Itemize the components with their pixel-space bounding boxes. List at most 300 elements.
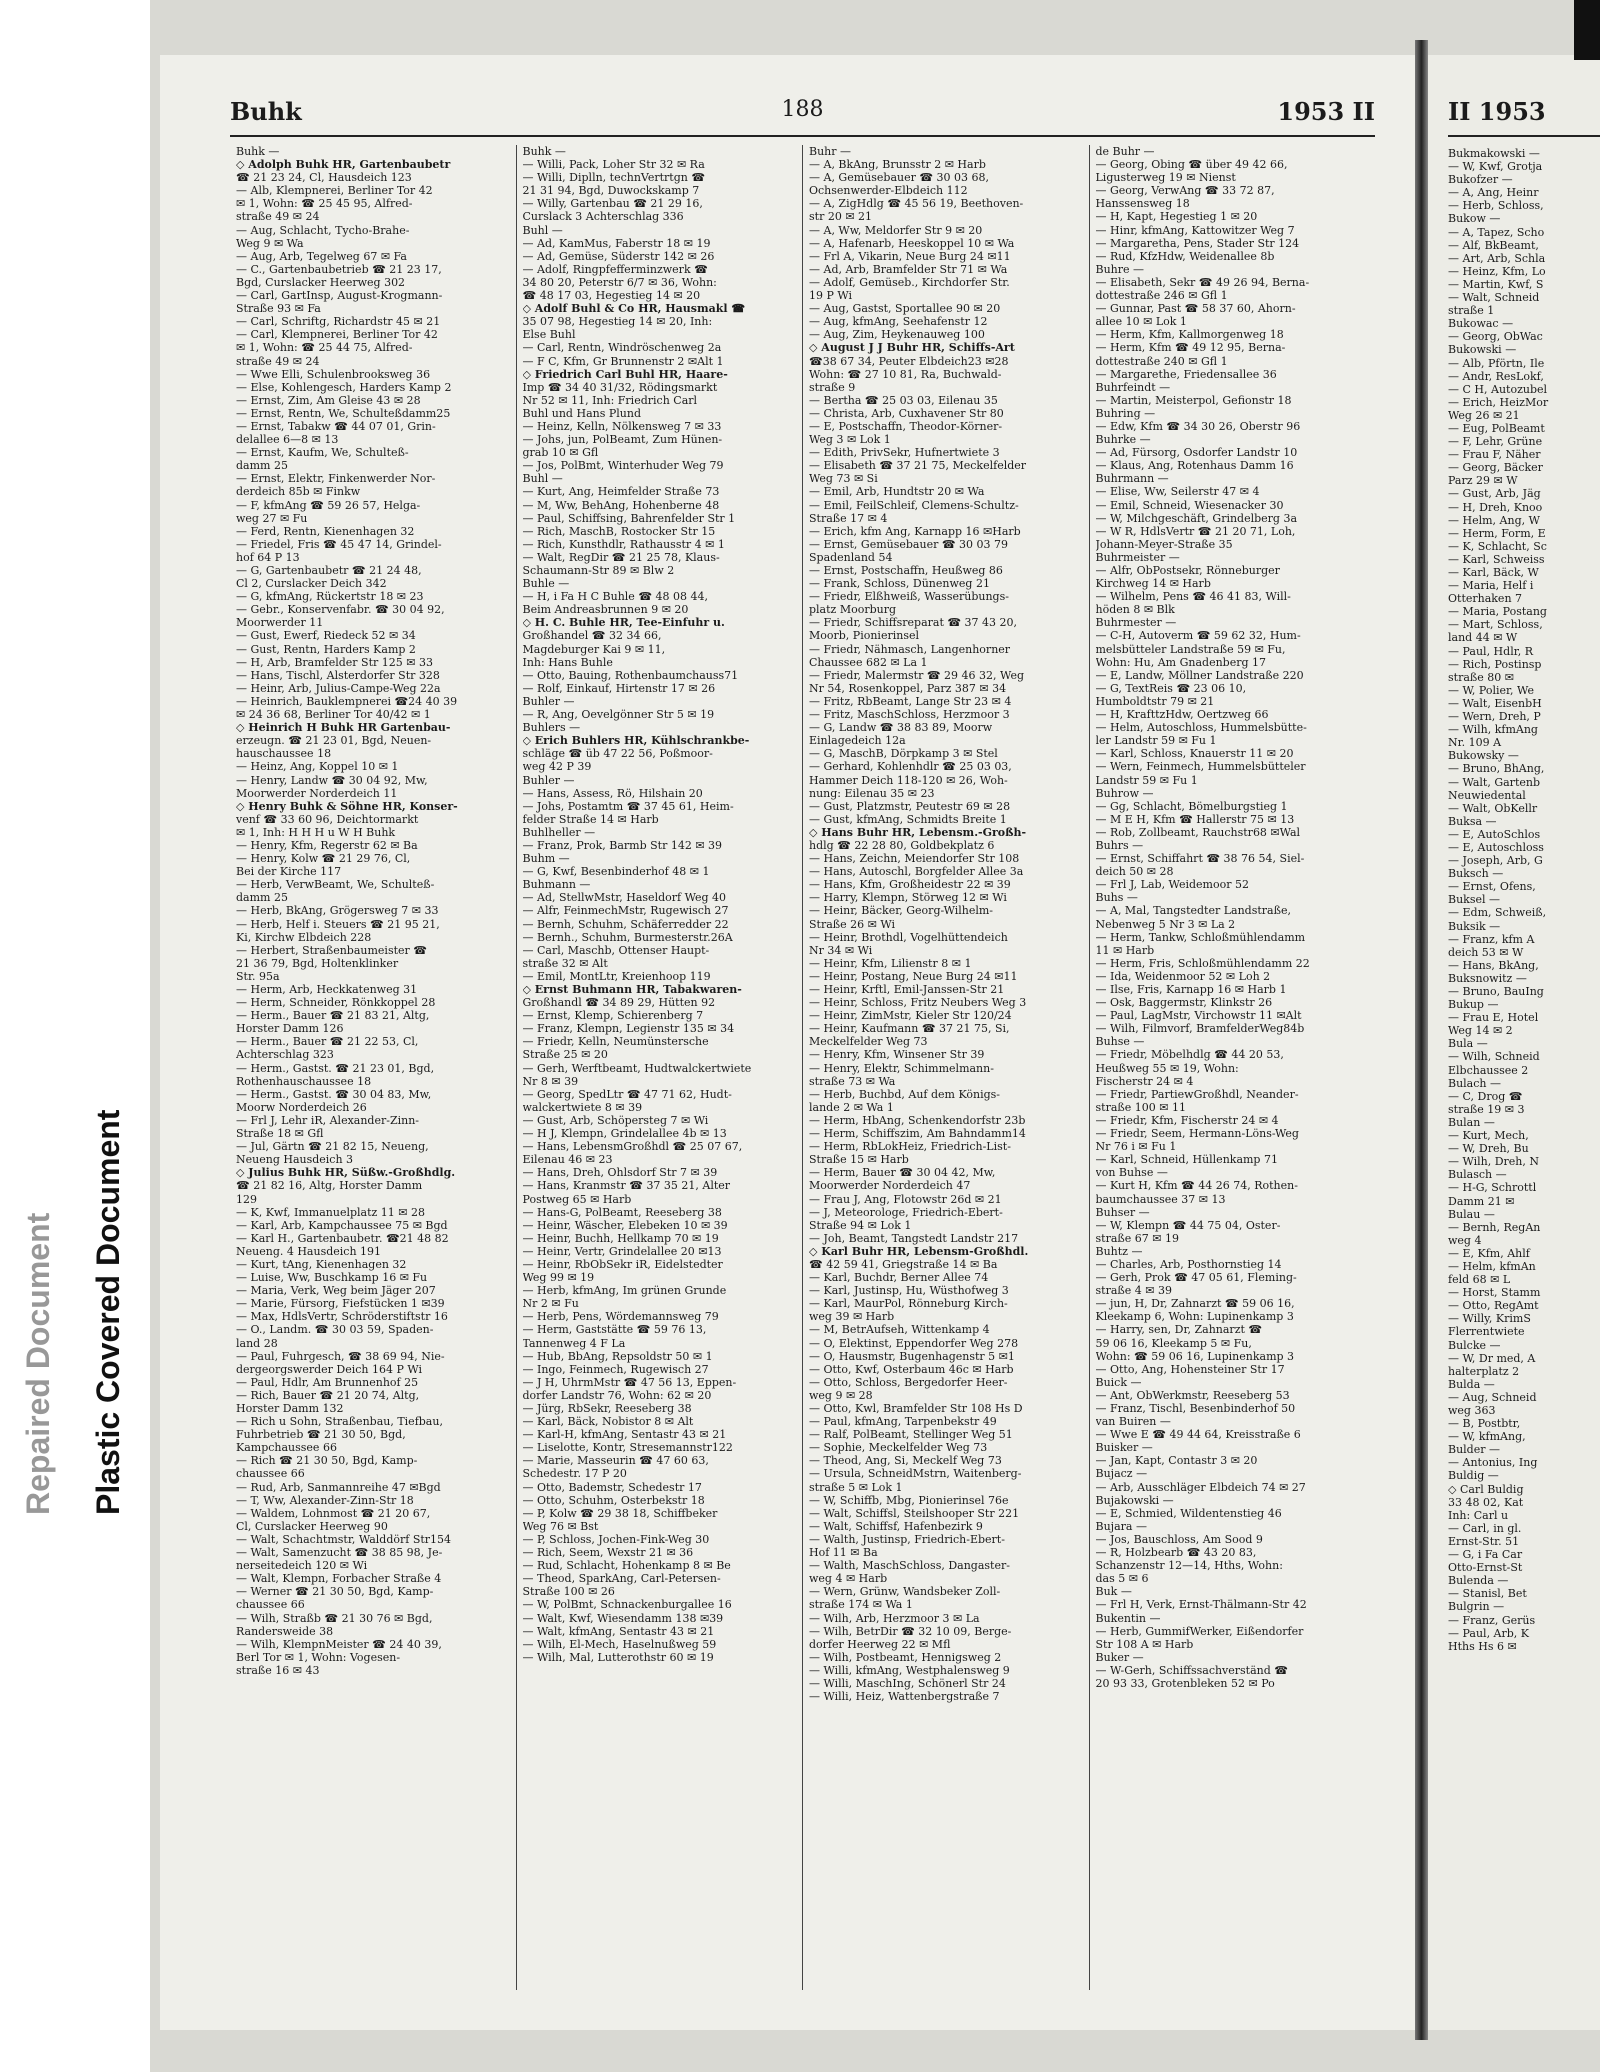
directory-entry: — Walth, Justinsp, Friedrich-Ebert- — [809, 1532, 1005, 1546]
facing-entry: Bulach — — [1448, 1076, 1501, 1090]
facing-entry: Hths Hs 6 ✉ — [1448, 1639, 1517, 1653]
directory-entry: — Ad, KamMus, Faberstr 18 ✉ 19 — [522, 236, 711, 250]
directory-entry: — A, BkAng, Brunsstr 2 ✉ Harb — [809, 158, 986, 172]
facing-entry: ◇ Carl Buldig — [1448, 1482, 1524, 1496]
directory-entry: — Osk, Baggermstr, Klinkstr 26 — [1095, 996, 1273, 1010]
directory-entry: Nr 2 ✉ Fu — [522, 1297, 579, 1311]
facing-entry: — Gust, Arb, Jäg — [1448, 487, 1541, 501]
directory-entry: — Jürg, RbSekr, Reeseberg 38 — [522, 1402, 692, 1415]
directory-entry: — Edw, Kfm ☎ 34 30 26, Oberstr 96 — [1095, 419, 1301, 433]
facing-entry: Weg 14 ✉ 2 — [1448, 1024, 1513, 1038]
directory-entry: 35 07 98, Hegestieg 14 ✉ 20, Inh: — [522, 315, 713, 329]
directory-entry: Weg 3 ✉ Lok 1 — [809, 433, 891, 447]
directory-entry: Buhle — — [522, 577, 570, 591]
facing-entry: Buldig — — [1448, 1469, 1499, 1483]
directory-entry: — Gerhard, Kohlenhdlr ☎ 25 03 03, — [809, 760, 1012, 774]
directory-entry: — Rich ☎ 21 30 50, Bgd, Kamp- — [236, 1454, 418, 1468]
directory-entry: — Wilh, Postbeamt, Hennigsweg 2 — [809, 1650, 1002, 1664]
directory-entry: hdlg ☎ 22 28 80, Goldbekplatz 6 — [809, 838, 995, 852]
facing-entry: Bulcke — — [1448, 1338, 1501, 1352]
directory-entry: Horster Damm 126 — [236, 1022, 344, 1036]
directory-entry: — P, Schloss, Jochen-Fink-Weg 30 — [522, 1532, 710, 1546]
directory-entry: — Heinr, Postang, Neue Burg 24 ✉11 — [809, 969, 1018, 983]
facing-entry: — Herm, Form, E — [1448, 526, 1546, 540]
directory-entry: ◇ Ernst Buhmann HR, Tabakwaren- — [522, 983, 742, 996]
directory-entry: ◇ Friedrich Carl Buhl HR, Haare- — [522, 367, 728, 381]
facing-entry: — Edm, Schweiß, — [1448, 906, 1547, 920]
facing-entry: — Maria, Postang — [1448, 605, 1547, 619]
directory-entry: Bujacz — — [1095, 1467, 1148, 1481]
directory-entry: Moorb, Pionierinsel — [809, 629, 919, 643]
facing-entry: — Mart, Schloss, — [1448, 618, 1543, 632]
directory-entry: Weg 9 ✉ Wa — [236, 236, 304, 250]
facing-entry: — W, kfmAng, — [1448, 1430, 1526, 1444]
directory-entry: — Willi, Pack, Loher Str 32 ✉ Ra — [522, 158, 705, 172]
directory-entry: erzeugn. ☎ 21 23 01, Bgd, Neuen- — [236, 734, 432, 748]
directory-entry: Schanzenstr 12—14, Hths, Wohn: — [1095, 1559, 1283, 1573]
directory-entry: — Ernst, Rentn, We, Schulteßdamm25 — [236, 406, 451, 420]
facing-entry: — Wilh, kfmAng — [1448, 723, 1538, 737]
facing-entry: — Andr, ResLokf, — [1448, 369, 1544, 383]
directory-entry: Nr 52 ✉ 11, Inh: Friedrich Carl — [522, 393, 698, 407]
facing-entry: — Erich, HeizMor — [1448, 395, 1549, 409]
directory-entry: — E, Landw, Möllner Landstraße 220 — [1095, 668, 1304, 682]
facing-entry: — Alb, Pförtn, Ile — [1448, 356, 1545, 370]
directory-entry: Weg 73 ✉ Si — [809, 472, 878, 486]
facing-entry: Neuwiedental — [1448, 788, 1526, 802]
directory-entry: ◇ Erich Buhlers HR, Kühlschrankbe- — [522, 734, 750, 748]
directory-entry: Weg 99 ✉ 19 — [522, 1271, 595, 1285]
directory-entry: — Friedr, Elßhweiß, Wasserübungs- — [809, 590, 1009, 604]
directory-entry: — Karl-H, kfmAng, Sentastr 43 ✉ 21 — [522, 1428, 727, 1442]
directory-entry: Bujara — — [1095, 1519, 1147, 1533]
directory-entry: Buick — — [1095, 1375, 1142, 1389]
directory-entry: Buhse — — [1095, 1035, 1145, 1049]
directory-entry: — Helm, Autoschloss, Hummelsbütte- — [1095, 721, 1307, 735]
directory-entry: — Walt, Samenzucht ☎ 38 85 98, Je- — [236, 1546, 443, 1560]
directory-entry: — Gerh, Prok ☎ 47 05 61, Fleming- — [1095, 1271, 1297, 1285]
directory-entry: straße 73 ✉ Wa — [809, 1074, 896, 1088]
directory-entry: — Karl, MaurPol, Rönneburg Kirch- — [809, 1297, 1008, 1311]
directory-entry: — Wern, Grünw, Wandsbeker Zoll- — [809, 1585, 1001, 1599]
directory-entry: Str 108 A ✉ Harb — [1095, 1637, 1194, 1651]
facing-entry: — Rich, Postinsp — [1448, 657, 1542, 671]
directory-entry: — Ernst, Tabakw ☎ 44 07 01, Grin- — [236, 419, 436, 433]
directory-entry: — Emil, MontLtr, Kreienhoop 119 — [522, 969, 711, 983]
directory-entry: — Ernst, Gemüsebauer ☎ 30 03 79 — [809, 537, 1009, 551]
directory-entry: ☎ 21 23 24, Cl, Hausdeich 123 — [236, 171, 412, 185]
directory-entry: — Gust, kfmAng, Schmidts Breite 1 — [809, 812, 1007, 826]
facing-entry: — W, Kwf, Grotja — [1448, 160, 1543, 174]
directory-entry: — P, Kolw ☎ 29 38 18, Schiffbeker — [522, 1506, 718, 1520]
directory-entry: — Georg, Obing ☎ über 49 42 66, — [1095, 158, 1288, 172]
directory-entry: — W, Schiffb, Mbg, Pionierinsel 76e — [809, 1493, 1009, 1507]
directory-entry: — Georg, SpedLtr ☎ 47 71 62, Hudt- — [522, 1087, 732, 1101]
directory-entry: hauschaussee 18 — [236, 747, 332, 761]
directory-entry: Buk — — [1095, 1585, 1132, 1599]
directory-entry: walckertwiete 8 ✉ 39 — [522, 1100, 643, 1114]
directory-entry: ☎ 21 82 16, Altg, Horster Damm — [236, 1179, 423, 1193]
columns — [230, 145, 1375, 1990]
directory-entry: — Friedr, Malermstr ☎ 29 46 32, Weg — [809, 668, 1024, 682]
directory-entry: — Friedr, Seem, Hermann-Löns-Weg — [1095, 1127, 1299, 1141]
facing-entry: feld 68 ✉ L — [1448, 1273, 1511, 1287]
directory-entry: — Werner ☎ 21 30 50, Bgd, Kamp- — [236, 1585, 434, 1599]
directory-entry: Ki, Kirchw Elbdeich 228 — [236, 930, 372, 944]
column-1 — [230, 145, 516, 1990]
directory-entry: Rothenhauschaussee 18 — [236, 1074, 372, 1088]
directory-entry: baumchaussee 37 ✉ 13 — [1095, 1192, 1226, 1206]
facing-entry: 33 48 02, Kat — [1448, 1495, 1524, 1509]
directory-entry: — A, Hafenarb, Heeskoppel 10 ✉ Wa — [809, 236, 1015, 250]
directory-entry: — Willy, Gartenbau ☎ 21 29 16, — [522, 197, 703, 211]
directory-entry: — Georg, VerwAng ☎ 33 72 87, — [1095, 184, 1275, 198]
directory-entry: — M, Ww, BehAng, Hohenberne 48 — [522, 498, 720, 512]
directory-entry: damm 25 — [236, 459, 288, 473]
facing-entry: — Walt, ObKellr — [1448, 801, 1538, 815]
directory-entry: Ligusterweg 19 ✉ Nienst — [1095, 171, 1236, 185]
facing-entry: — Eug, PolBeamt — [1448, 421, 1545, 435]
directory-entry: — Else, Kohlengesch, Harders Kamp 2 — [236, 380, 452, 394]
facing-entry: — Wilh, Schneid — [1448, 1050, 1540, 1064]
directory-entry: Horster Damm 132 — [236, 1402, 344, 1415]
directory-entry: — Edith, PrivSekr, Hufnertwiete 3 — [809, 446, 1000, 460]
directory-entry: — G, MaschB, Dörpkamp 3 ✉ Stel — [809, 747, 998, 761]
facing-entry: — Walt, Gartenb — [1448, 775, 1540, 789]
directory-entry: — Frl A, Vikarin, Neue Burg 24 ✉11 — [809, 249, 1011, 263]
directory-entry: — Friedr, PartiewGroßhdl, Neander- — [1095, 1087, 1299, 1101]
directory-entry: — Paul, Hdlr, Am Brunnenhof 25 — [236, 1375, 419, 1389]
directory-entry: nung: Eilenau 35 ✉ 23 — [809, 786, 935, 800]
directory-entry: — Bertha ☎ 25 03 03, Eilenau 35 — [809, 393, 998, 407]
directory-entry: — Sophie, Meckelfelder Weg 73 — [809, 1441, 988, 1455]
directory-entry: — Ursula, SchneidMstrn, Waitenberg- — [809, 1467, 1022, 1481]
directory-entry: Buhs — — [1095, 891, 1138, 905]
directory-entry: — K, Kwf, Immanuelplatz 11 ✉ 28 — [236, 1205, 426, 1219]
facing-entry: Bulder — — [1448, 1443, 1500, 1457]
directory-entry: ☎38 67 34, Peuter Elbdeich23 ✉28 — [809, 354, 1009, 368]
directory-entry: — Willi, kfmAng, Westphalensweg 9 — [809, 1663, 1010, 1677]
directory-entry: — Rud, Schlacht, Hohenkamp 8 ✉ Be — [522, 1559, 731, 1573]
directory-entry: — Heinr, Kaufmann ☎ 37 21 75, Si, — [809, 1022, 1010, 1036]
facing-entry: — W, Dr med, A — [1448, 1351, 1536, 1365]
directory-entry: Buhrke — — [1095, 433, 1151, 447]
directory-entry: Kirchweg 14 ✉ Harb — [1095, 577, 1211, 591]
directory-entry: Buhl — — [522, 223, 563, 237]
directory-entry: allee 10 ✉ Lok 1 — [1095, 315, 1187, 329]
directory-entry: — Aug, Gastst, Sportallee 90 ✉ 20 — [809, 302, 1001, 316]
directory-entry: Meckelfelder Weg 73 — [809, 1035, 928, 1049]
directory-entry: — Herm, Kfm, Kallmorgenweg 18 — [1095, 328, 1284, 342]
directory-entry: — Rud, Arb, Sanmannreihe 47 ✉Bgd — [236, 1480, 441, 1494]
directory-entry: weg 39 ✉ Harb — [809, 1310, 895, 1324]
directory-entry: Fischerstr 24 ✉ 4 — [1095, 1074, 1194, 1088]
directory-entry: Randersweide 38 — [236, 1624, 334, 1638]
directory-entry: — O, Elektinst, Eppendorfer Weg 278 — [809, 1336, 1019, 1350]
directory-entry: — Walt, Schiffsl, Steilshooper Str 221 — [809, 1506, 1020, 1520]
directory-entry: — Gunnar, Past ☎ 58 37 60, Ahorn- — [1095, 302, 1296, 316]
directory-entry: straße 9 — [809, 380, 856, 394]
directory-entry: 59 06 16, Kleekamp 5 ✉ Fu, — [1095, 1336, 1252, 1350]
directory-entry: Buker — — [1095, 1650, 1144, 1664]
directory-entry: ◇ Hans Buhr HR, Lebensm.-Großh- — [809, 825, 1027, 839]
directory-entry: Schedestr. 17 P 20 — [522, 1467, 627, 1481]
repaired-document-label: Repaired Document — [20, 1212, 56, 1515]
facing-entry: Elbchaussee 2 — [1448, 1063, 1529, 1077]
directory-entry: — Rich, Kunsthdlr, Rathausstr 4 ✉ 1 — [522, 537, 725, 551]
facing-entry: Bulda — — [1448, 1377, 1495, 1391]
directory-entry: — Marie, Masseurin ☎ 47 60 63, — [522, 1454, 709, 1468]
directory-entry: — Walth, MaschSchloss, Dangaster- — [809, 1559, 1010, 1573]
directory-entry: — Otto, Kwf, Osterbaum 46c ✉ Harb — [809, 1362, 1014, 1376]
directory-entry: Buhl — — [522, 472, 563, 486]
directory-entry: — Fritz, RbBeamt, Lange Str 23 ✉ 4 — [809, 694, 1012, 708]
directory-entry: ☎ 42 59 41, Griegstraße 14 ✉ Ba — [809, 1257, 998, 1271]
directory-entry: — Hans, Tischl, Alsterdorfer Str 328 — [236, 668, 440, 682]
directory-entry: Kampchaussee 66 — [236, 1441, 337, 1455]
header-rule — [230, 135, 1375, 137]
facing-entry: — K, Schlacht, Sc — [1448, 539, 1547, 553]
directory-entry: — Heinr, Bäcker, Georg-Wilhelm- — [809, 904, 994, 918]
directory-entry: — Paul, kfmAng, Tarpenbekstr 49 — [809, 1415, 997, 1429]
directory-entry: Wohn: Hu, Am Gnadenberg 17 — [1095, 655, 1267, 669]
facing-entry: Bukmakowski — — [1448, 147, 1540, 160]
directory-entry: — Heinz, Ang, Koppel 10 ✉ 1 — [236, 760, 399, 774]
facing-entry: — Helm, kfmAn — [1448, 1259, 1536, 1273]
facing-entry: — Maria, Helf i — [1448, 579, 1534, 593]
facing-entry: land 44 ✉ W — [1448, 631, 1518, 645]
directory-entry: — Hans, Zeichn, Meiendorfer Str 108 — [809, 852, 1020, 866]
directory-entry: ◇ Karl Buhr HR, Lebensm-Großhdl. — [809, 1244, 1029, 1258]
directory-entry: — Bernh, Schuhm, Schäferredder 22 — [522, 917, 729, 931]
directory-entry: Bei der Kirche 117 — [236, 865, 342, 879]
facing-entry: Bukofzer — — [1448, 173, 1513, 187]
directory-entry: — Johs, jun, PolBeamt, Zum Hünen- — [522, 433, 723, 447]
directory-entry: — Friedr, Möbelhdlg ☎ 44 20 53, — [1095, 1048, 1284, 1062]
directory-entry: Chaussee 682 ✉ La 1 — [809, 655, 928, 669]
directory-entry: de Buhr — — [1095, 145, 1155, 158]
directory-entry: ◇ Henry Buhk & Söhne HR, Konser- — [236, 799, 458, 813]
directory-entry: — H, i Fa H C Buhle ☎ 48 08 44, — [522, 590, 708, 604]
scan-corner — [1574, 0, 1600, 60]
directory-entry: Achterschlag 323 — [236, 1048, 334, 1062]
directory-entry: — Herb, Pens, Wördemannsweg 79 — [522, 1310, 719, 1324]
directory-entry: — Ernst, Postschaffn, Heußweg 86 — [809, 564, 1003, 577]
directory-entry: — Heinr, Wäscher, Elebeken 10 ✉ 39 — [522, 1218, 728, 1232]
facing-entry: — Karl, Bäck, W — [1448, 566, 1539, 579]
directory-entry: — W R, HdlsVertr ☎ 21 20 71, Loh, — [1095, 524, 1296, 538]
directory-entry: — G, Gartenbaubetr ☎ 21 24 48, — [236, 564, 422, 577]
facing-entry: Parz 29 ✉ W — [1448, 474, 1518, 488]
directory-entry: Straße 18 ✉ Gfl — [236, 1127, 324, 1141]
directory-entry: — G, Kwf, Besenbinderhof 48 ✉ 1 — [522, 865, 710, 879]
directory-entry: Buhrow — — [1095, 786, 1154, 800]
directory-entry: — Hub, BbAng, Repsoldstr 50 ✉ 1 — [522, 1349, 713, 1363]
directory-entry: Fuhrbetrieb ☎ 21 30 50, Bgd, — [236, 1428, 406, 1442]
directory-entry: — Harry, Klempn, Störweg 12 ✉ Wi — [809, 891, 1007, 905]
directory-entry: melsbütteler Landstraße 59 ✉ Fu, — [1095, 642, 1286, 656]
directory-entry: Moorwerder Norderdeich 47 — [809, 1179, 971, 1193]
directory-entry: Hanssensweg 18 — [1095, 197, 1190, 211]
facing-entry: — Aug, Schneid — [1448, 1390, 1537, 1404]
directory-entry: ler Landstr 59 ✉ Fu 1 — [1095, 734, 1217, 748]
directory-entry: Großhandel ☎ 32 34 66, — [522, 629, 662, 643]
directory-entry: dottestraße 246 ✉ Gfl 1 — [1095, 289, 1228, 303]
facing-entry: weg 4 — [1448, 1233, 1482, 1247]
directory-entry: — Max, HdlsVertr, Schröderstiftstr 16 — [236, 1310, 448, 1324]
directory-entry: das 5 ✉ 6 — [1095, 1572, 1149, 1586]
directory-entry: — Herb, Helf i. Steuers ☎ 21 95 21, — [236, 917, 440, 931]
facing-entry: — W, Dreh, Bu — [1448, 1142, 1529, 1156]
directory-entry: — Herm, Gaststätte ☎ 59 76 13, — [522, 1323, 707, 1337]
column-4 — [1089, 145, 1376, 1990]
directory-entry: — Herm., Gastst. ☎ 30 04 83, Mw, — [236, 1087, 432, 1101]
directory-entry: — W-Gerh, Schiffssachverständ ☎ — [1095, 1663, 1288, 1677]
facing-entry: — C H, Autozubel — [1448, 382, 1548, 396]
directory-entry: Buhler — — [522, 694, 575, 708]
directory-entry: Postweg 65 ✉ Harb — [522, 1192, 632, 1206]
directory-entry: str 20 ✉ 21 — [809, 210, 873, 224]
facing-entry: halterplatz 2 — [1448, 1364, 1520, 1378]
directory-entry: 11 ✉ Harb — [1095, 943, 1155, 957]
running-head — [230, 97, 1375, 137]
directory-entry: — Rud, KfzHdw, Weidenallee 8b — [1095, 249, 1275, 263]
directory-entry: Moorw Norderdeich 26 — [236, 1100, 367, 1114]
facing-entry: — Heinz, Kfm, Lo — [1448, 264, 1546, 278]
facing-entry: — Walt, Schneid — [1448, 291, 1540, 305]
facing-entry: Bulenda — — [1448, 1574, 1509, 1588]
directory-entry: Heußweg 55 ✉ 19, Wohn: — [1095, 1061, 1239, 1075]
directory-entry: — Fritz, MaschSchloss, Herzmoor 3 — [809, 708, 1010, 722]
directory-entry: — Ilse, Fris, Karnapp 16 ✉ Harb 1 — [1095, 983, 1287, 996]
directory-entry: — Alfr, ObPostsekr, Rönneburger — [1095, 564, 1280, 577]
directory-entry: — Frank, Schloss, Dünenweg 21 — [809, 577, 990, 591]
directory-entry: Tannenweg 4 F La — [522, 1336, 626, 1350]
directory-entry: — Herm, RbLokHeiz, Friedrich-List- — [809, 1140, 1011, 1154]
directory-entry: 19 P Wi — [809, 289, 853, 303]
facing-entry: — Kurt, Mech, — [1448, 1129, 1529, 1143]
directory-entry: — G, Landw ☎ 38 83 89, Moorw — [809, 721, 993, 735]
directory-entry: — Herb, kfmAng, Im grünen Grunde — [522, 1284, 727, 1298]
directory-entry: — Klaus, Ang, Rotenhaus Damm 16 — [1095, 459, 1294, 473]
directory-entry: delallee 6—8 ✉ 13 — [236, 433, 339, 447]
directory-entry: — Herm, HbAng, Schenkendorfstr 23b — [809, 1113, 1026, 1127]
facing-entry: — E, AutoSchlos — [1448, 827, 1541, 841]
directory-entry: straße 49 ✉ 24 — [236, 354, 320, 368]
directory-entry: — Herm, Arb, Heckkatenweg 31 — [236, 983, 418, 996]
directory-entry: — Heinr, ZimMstr, Kieler Str 120/24 — [809, 1009, 1012, 1023]
facing-entry: — Willy, KrimS — [1448, 1312, 1531, 1326]
directory-entry: — Wern, Feinmech, Hummelsbütteler — [1095, 760, 1306, 774]
directory-entry: — Hans, Assess, Rö, Hilshain 20 — [522, 786, 703, 800]
directory-entry: — Liselotte, Kontr, Stresemannstr122 — [522, 1441, 733, 1455]
facing-entry: — Bernh, RegAn — [1448, 1220, 1541, 1234]
directory-entry: straße 100 ✉ 11 — [1095, 1100, 1186, 1114]
directory-entry: ☎ 48 17 03, Hegestieg 14 ✉ 20 — [522, 289, 701, 303]
directory-entry: ✉ 1, Wohn: ☎ 25 44 75, Alfred- — [236, 341, 413, 355]
directory-entry: — Rich, Bauer ☎ 21 20 74, Altg, — [236, 1388, 420, 1402]
directory-entry: — Martin, Meisterpol, Gefionstr 18 — [1095, 393, 1292, 407]
directory-entry: — Hans, LebensmGroßhdl ☎ 25 07 67, — [522, 1140, 743, 1154]
directory-entry: — Otto, Kwl, Bramfelder Str 108 Hs D — [809, 1402, 1023, 1415]
directory-entry: — Otto, Schuhm, Osterbekstr 18 — [522, 1493, 705, 1507]
directory-entry: Buhtz — — [1095, 1244, 1143, 1258]
directory-entry: — Rich, Seem, Wexstr 21 ✉ 36 — [522, 1546, 694, 1560]
directory-entry: Neueng Hausdeich 3 — [236, 1153, 354, 1167]
directory-entry: Cl, Curslacker Heerweg 90 — [236, 1519, 388, 1533]
directory-entry: — Herb, VerwBeamt, We, Schulteß- — [236, 878, 435, 892]
directory-entry: Bukentin — — [1095, 1611, 1161, 1625]
directory-entry: Buhm — — [522, 852, 570, 866]
facing-entry: — Stanisl, Bet — [1448, 1587, 1527, 1601]
directory-entry: — Frl J, Lab, Weidemoor 52 — [1095, 878, 1249, 892]
directory-entry: 34 80 20, Peterstr 6/7 ✉ 36, Wohn: — [522, 275, 717, 289]
facing-entry: — Herb, Schloss, — [1448, 199, 1544, 213]
directory-entry: — Rob, Zollbeamt, Rauchstr68 ✉Wal — [1095, 825, 1301, 839]
facing-entry: Bukowsky — — [1448, 749, 1519, 763]
directory-entry: — Elise, Ww, Seilerstr 47 ✉ 4 — [1095, 485, 1260, 499]
directory-entry: 129 — [236, 1192, 257, 1206]
directory-entry: — Franz, Tischl, Besenbinderhof 50 — [1095, 1402, 1296, 1415]
facing-entry: — G, i Fa Car — [1448, 1548, 1523, 1562]
directory-entry: ✉ 1, Inh: H H H u W H Buhk — [236, 825, 396, 839]
facing-entry: — Helm, Ang, W — [1448, 513, 1540, 527]
directory-entry: von Buhse — — [1095, 1166, 1168, 1180]
directory-entry: — Margaretha, Pens, Stader Str 124 — [1095, 236, 1300, 250]
directory-entry: Nebenweg 5 Nr 3 ✉ La 2 — [1095, 917, 1236, 931]
facing-entry: Weg 26 ✉ 21 — [1448, 408, 1520, 422]
directory-entry: van Buiren — — [1095, 1415, 1171, 1429]
directory-entry: — Karl, Schloss, Knauerstr 11 ✉ 20 — [1095, 747, 1294, 761]
directory-entry: — Aug, Zim, Heykenauweg 100 — [809, 328, 985, 342]
directory-entry: — Henry, Landw ☎ 30 04 92, Mw, — [236, 773, 428, 787]
directory-entry: — Emil, FeilSchleif, Clemens-Schultz- — [809, 498, 1019, 512]
facing-entry: — H, Dreh, Knoo — [1448, 500, 1543, 514]
directory-entry: weg 9 ✉ 28 — [809, 1388, 873, 1402]
directory-entry: Else Buhl — [522, 328, 576, 342]
directory-entry: straße 174 ✉ Wa 1 — [809, 1598, 913, 1612]
directory-entry: — M, BetrAufseh, Wittenkamp 4 — [809, 1323, 990, 1337]
directory-entry: — Willi, Diplln, technVertrtgn ☎ — [522, 171, 706, 185]
directory-entry: dergeorgswerder Deich 164 P Wi — [236, 1362, 423, 1376]
column-2 — [516, 145, 803, 1990]
facing-entry: — E, Autoschloss — [1448, 840, 1544, 854]
directory-entry: straße 49 ✉ 24 — [236, 210, 320, 224]
facing-entry: — Art, Arb, Schla — [1448, 251, 1546, 265]
directory-entry: — Maria, Verk, Weg beim Jäger 207 — [236, 1284, 436, 1298]
directory-entry: Inh: Hans Buhle — [522, 655, 613, 669]
facing-entry: — C, Drog ☎ — [1448, 1089, 1523, 1103]
directory-entry: — Heinr, Schloss, Fritz Neubers Weg 3 — [809, 996, 1027, 1010]
directory-entry: Nr 76 i ✉ Fu 1 — [1095, 1140, 1177, 1154]
directory-entry: — Friedr, Kfm, Fischerstr 24 ✉ 4 — [1095, 1113, 1279, 1127]
facing-entry: — Wilh, Dreh, N — [1448, 1155, 1540, 1169]
directory-entry: — Gerh, Werftbeamt, Hudtwalckertwiete — [522, 1061, 752, 1075]
directory-entry: — Wilh, BetrDir ☎ 32 10 09, Berge- — [809, 1624, 1012, 1638]
directory-entry: weg 27 ✉ Fu — [236, 511, 308, 525]
directory-entry: — Ant, ObWerkmstr, Reeseberg 53 — [1095, 1388, 1290, 1402]
directory-entry: — Adolf, Ringpfefferminzwerk ☎ — [522, 262, 708, 276]
directory-entry: — Karl H., Gartenbaubetr. ☎21 48 82 — [236, 1231, 449, 1245]
directory-entry: — Rolf, Einkauf, Hirtenstr 17 ✉ 26 — [522, 681, 716, 695]
facing-entry: — Paul, Arb, K — [1448, 1626, 1530, 1640]
directory-entry: — Friedr, Schiffsreparat ☎ 37 43 20, — [809, 616, 1018, 630]
directory-entry: — Jos, PolBmt, Winterhuder Weg 79 — [522, 459, 724, 473]
directory-entry: — Herbert, Straßenbaumeister ☎ — [236, 943, 427, 957]
directory-entry: — Herm, Fris, Schloßmühlendamm 22 — [1095, 956, 1310, 970]
directory-entry: chaussee 66 — [236, 1467, 305, 1481]
directory-entry: — Frau J, Ang, Flotowstr 26d ✉ 21 — [809, 1192, 1002, 1206]
